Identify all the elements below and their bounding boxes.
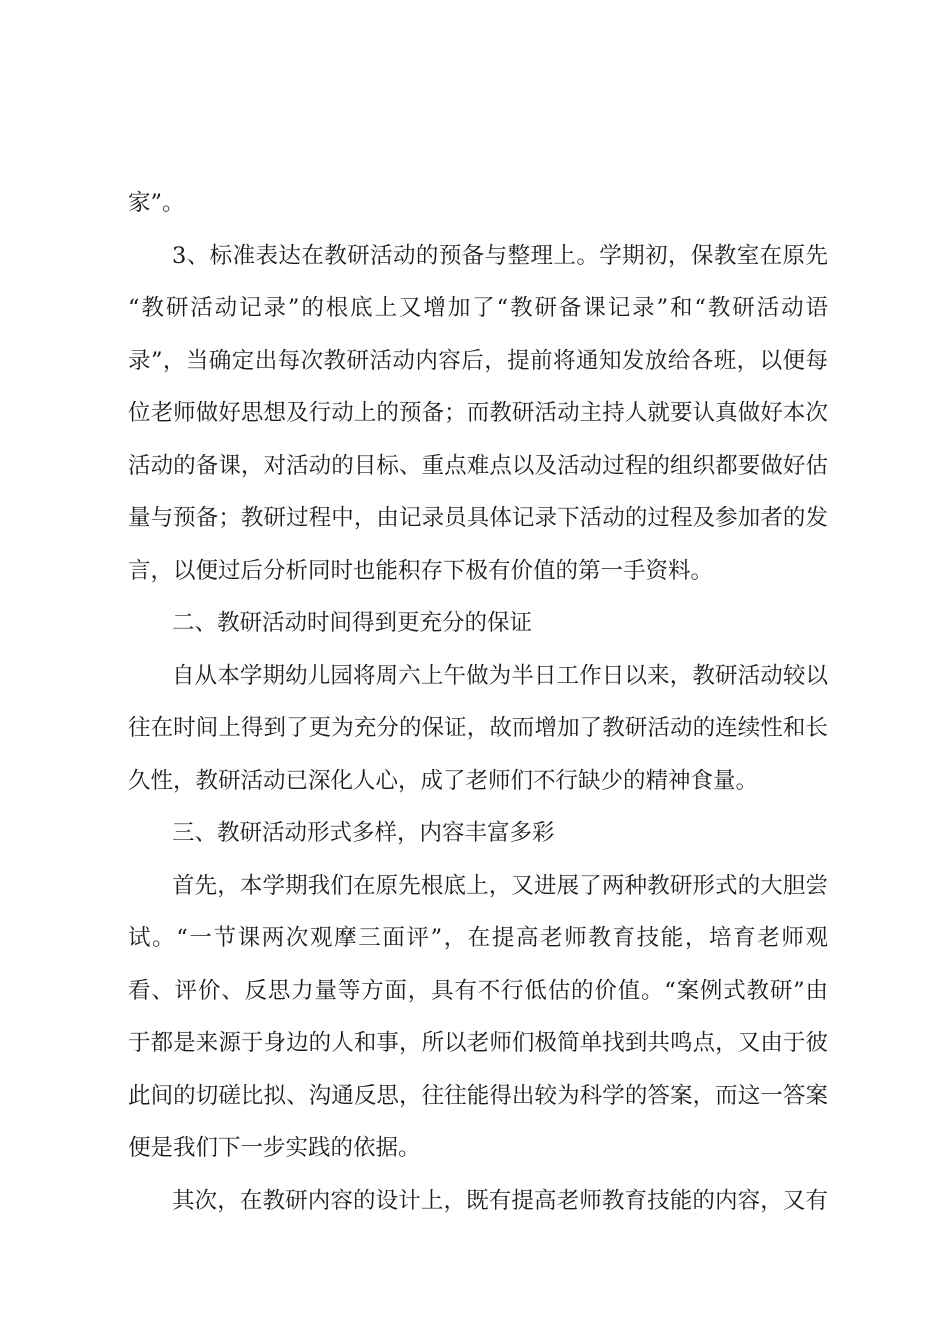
text-line: 言，以便过后分析同时也能积存下极有价值的第一手资料。 (128, 558, 714, 584)
text-line: 便是我们下一步实践的依据。 (128, 1135, 421, 1161)
text-line: 量与预备；教研过程中，由记录员具体记录下活动的过程及参加者的发 (128, 505, 828, 531)
text-line: 看、评价、反思力量等方面，具有不行低估的价值。“案例式教研”由 (128, 978, 828, 1004)
text-line: 录”，当确定出每次教研活动内容后，提前将通知发放给各班，以便每 (128, 348, 828, 374)
paragraph-line: 首先，本学期我们在原先根底上，又进展了两种教研形式的大胆尝 (172, 873, 828, 899)
text-line: 往在时间上得到了更为充分的保证，故而增加了教研活动的连续性和长 (128, 715, 828, 741)
section-heading: 三、教研活动形式多样，内容丰富多彩 (172, 820, 555, 846)
text-line: 试。“一节课两次观摩三面评”，在提高老师教育技能，培育老师观 (128, 925, 828, 951)
section-heading: 二、教研活动时间得到更充分的保证 (172, 610, 533, 636)
text-line: 位老师做好思想及行动上的预备；而教研活动主持人就要认真做好本次 (128, 400, 828, 426)
paragraph-line: 3、标准表达在教研活动的预备与整理上。学期初，保教室在原先 (172, 243, 828, 269)
text-line: “教研活动记录”的根底上又增加了“教研备课记录”和“教研活动语 (128, 295, 828, 321)
paragraph-line: 自从本学期幼儿园将周六上午做为半日工作日以来，教研活动较以 (172, 663, 828, 689)
text-line: 家”。 (128, 190, 185, 216)
text-line: 于都是来源于身边的人和事，所以老师们极简单找到共鸣点，又由于彼 (128, 1030, 828, 1056)
paragraph-line: 其次，在教研内容的设计上，既有提高老师教育技能的内容，又有 (172, 1188, 828, 1214)
text-line: 此间的切磋比拟、沟通反思，往往能得出较为科学的答案，而这一答案 (128, 1083, 828, 1109)
text-line: 久性，教研活动已深化人心，成了老师们不行缺少的精神食量。 (128, 768, 759, 794)
text-line: 活动的备课，对活动的目标、重点难点以及活动过程的组织都要做好估 (128, 453, 828, 479)
